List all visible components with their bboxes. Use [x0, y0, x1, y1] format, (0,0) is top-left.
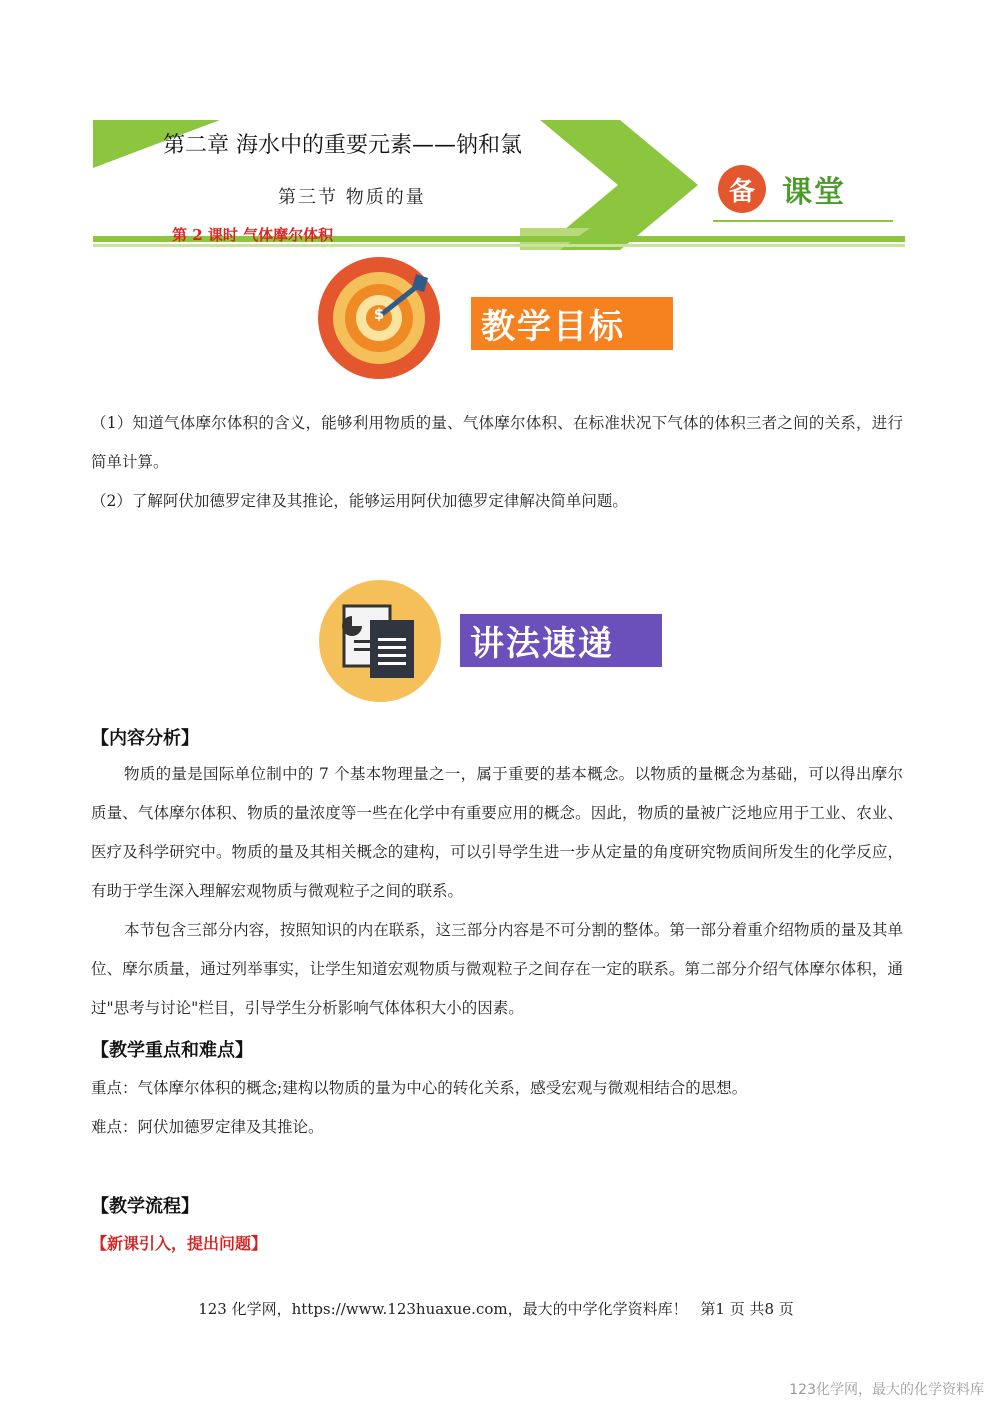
- brand-logo: 备: [718, 165, 766, 213]
- process-subheading: 【新课引入，提出问题】: [91, 1234, 268, 1253]
- document-icon: [318, 578, 444, 704]
- content-paragraph-2: 本节包含三部分内容，按照知识的内在联系，这三部分内容是不可分割的整体。第一部分着重介绍物质的量及其单位、摩尔质量，通过列举事实，让学生知道宏观物质与微观粒子之间存在一定的联系。第二部分介绍气体摩尔体积，通过"思考与讨论"栏目，引导学生分析影响气体体积大小的因素。: [91, 921, 903, 1017]
- key-points-heading: 【教学重点和难点】: [91, 1040, 253, 1061]
- chapter-title: 第二章 海水中的重要元素——钠和氯: [163, 133, 522, 158]
- content-paragraph-1: 物质的量是国际单位制中的 7 个基本物理量之一，属于重要的基本概念。以物质的量概念为基础，可以得出摩尔质量、气体摩尔体积、物质的量浓度等一些在化学中有重要应用的概念。因此，物质的量被广泛地应用于工业、农业、医疗及科学研究中。物质的量及其相关概念的建构，可以引导学生进一步从定量的角度研究物质间所发生的化学反应，有助于学生深入理解宏观物质与微观粒子之间的联系。: [91, 765, 903, 900]
- page-footer: [0, 1298, 992, 1319]
- focus-point: 重点：气体摩尔体积的概念;建构以物质的量为中心的转化关系，感受宏观与微观相结合的思想。: [91, 1079, 748, 1097]
- process-heading: 【教学流程】: [91, 1196, 199, 1217]
- objectives-badge: 教学目标: [471, 297, 673, 350]
- section-title: 第三节 物质的量: [278, 187, 426, 208]
- objective-1: （1）知道气体摩尔体积的含义，能够利用物质的量、气体摩尔体积、在标准状况下气体的体积三者之间的关系，进行简单计算。: [91, 414, 903, 471]
- difficulty-point: 难点：阿伏加德罗定律及其推论。: [91, 1118, 324, 1136]
- coin-symbol: $: [373, 305, 385, 323]
- content-analysis-heading: 【内容分析】: [91, 728, 199, 749]
- method-badge: 讲法速递: [460, 614, 662, 667]
- watermark: 123化学网，最大的化学资料库: [789, 1382, 984, 1398]
- footer-site: 123 化学网，https://www.123huaxue.com，最大的中学化学资料库！: [198, 1300, 688, 1318]
- lesson-title: 第 2 课时 气体摩尔体积: [172, 226, 334, 244]
- footer-page-number: 第1 页 共8 页: [700, 1300, 794, 1318]
- brand-word: 课堂: [782, 175, 846, 210]
- brand-underline: [713, 220, 893, 222]
- objective-2: （2）了解阿伏加德罗定律及其推论，能够运用阿伏加德罗定律解决简单问题。: [91, 492, 628, 510]
